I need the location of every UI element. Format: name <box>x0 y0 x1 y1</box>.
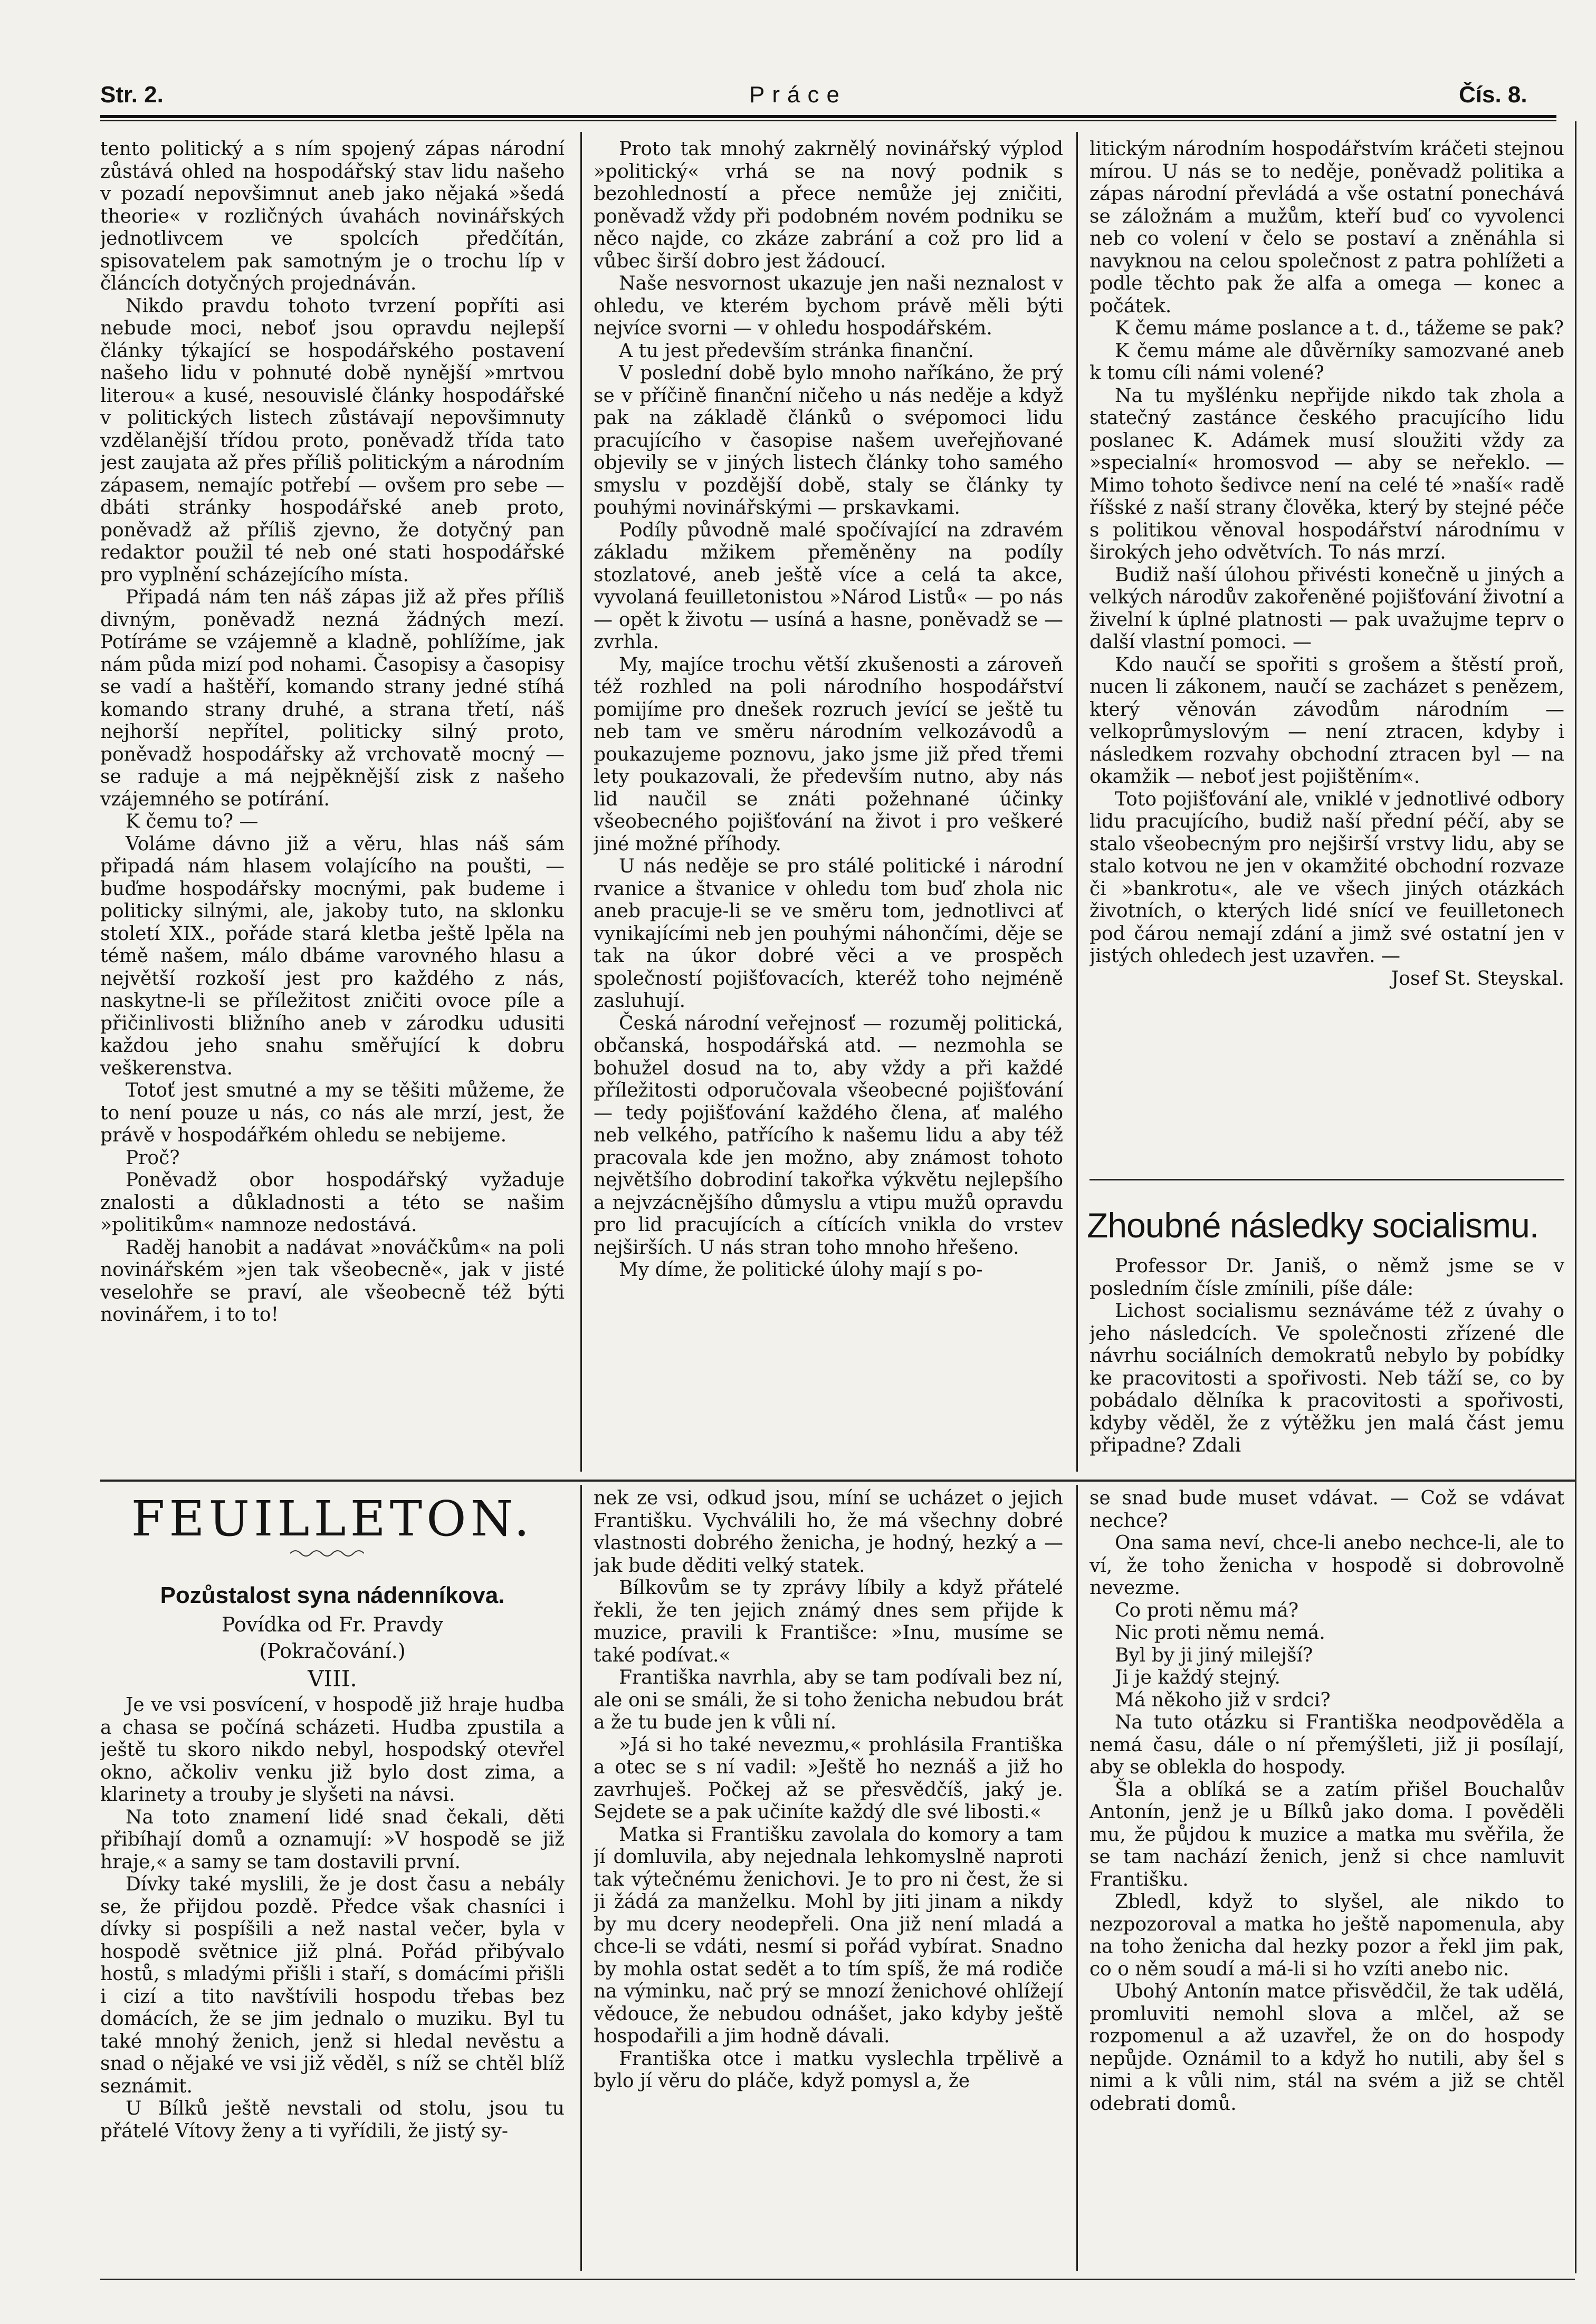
feuilleton-column-2 <box>594 1487 1063 2273</box>
story-continued: (Pokračování.) <box>259 1639 406 1663</box>
paragraph: V poslední době bylo mnoho naříkáno, že prý se v příčině finanční ničeho u nás neděje a když pak na základě článků o svépomoci lidu pracujícího v časopise našem uveřejňované objevily se v jiných listech články toho samého smyslu v pozdější době, staly se články ty pouhými novinářskými — prskavkami. <box>594 362 1063 518</box>
column-divider <box>1076 1485 1078 2271</box>
page-bottom-rule <box>100 2279 1575 2280</box>
paragraph: Na tu myšlénku nepřijde nikdo tak zhola a statečný zastánce českého pracujícího lidu poslanec K. Adámek musí sloužiti vždy za »specialní« hromosvod — aby se neřeklo. — Mimo tohoto šedivce není na celé té »naší« radě říšské z naší strany člověka, který by stejné péče s politikou věnoval hospodářství národnímu v širokých jeho odvětvích. To nás mrzí. <box>1090 385 1564 563</box>
feuilleton-column-1 <box>100 1694 565 2274</box>
feuilleton-heading: FEUILLETON. <box>131 1491 534 1547</box>
paragraph: nek ze vsi, odkud jsou, míní se ucházet o jejich Františku. Vychválili ho, že má všechny dobré vlastnosti dobrého ženicha, je hodný, hezký a — jak bude děditi velký statek. <box>594 1487 1063 1577</box>
paragraph: Připadá nám ten náš zápas již až přes příliš divným, poněvadž nezná žádných mezí. Potíráme se vzájemně a kladně, pohlížíme, jak nám půda mizí pod nohami. Časopisy a časopisy se vadí a haštěří, komando strany jedné stíhá komando strany druhé, a strana třetí, náš nejhorší nepřítel, politicky silný proto, poněvadž hospodářsky až vrchovatě mocný — se raduje a má nejpěknější zisk z našeho vzájemného se potírání. <box>100 587 565 810</box>
paragraph: Raděj hanobit a nadávat »nováčkům« na poli novinářském »jen tak všeobecně«, jak v jisté veselohře se praví, ale všeobecně též býti novinářem, i to to! <box>100 1236 565 1326</box>
paragraph: My, majíce trochu větší zkušenosti a zároveň též rozhled na poli národního hospodářství pomijíme pro dnešek rozruch jevící se ještě tu neb tam ve směru národním velkozávodů a poukazujeme poznovu, jako jsme již před třemi lety poukazovali, že především nutno, aby nás lid naučil se znáti požehnané účinky všeobecného pojišťování na život i pro veškeré jiné možné příhody. <box>594 654 1063 855</box>
paragraph: K čemu máme ale důvěrníky samozvané aneb k tomu cíli námi volené? <box>1090 340 1564 384</box>
paragraph: tento politický a s ním spojený zápas národní zůstává ohled na hospodářský stav lidu našeho v pozadí nepovšimnut aneb jako nějaká »šedá theorie« v rozličných úvahách novinářských jednotlivcem ve spolcích předčítán, spisovatelem pak samotným je o trochu líp v článcích dotyčných projednáván. <box>100 138 565 294</box>
issue-number: Čís. 8. <box>1459 82 1527 108</box>
paragraph: Česká národní veřejnosť — rozuměj politická, občanská, hospodářská atd. — nezmohla se bohužel dosud na to, aby vždy a při každé příležitosti odporučovala všeobecné pojišťování — tedy pojišťování každého člena, ať malého neb velkého, patřícího k našemu lidu a aby též pracovala kde jen možno, aby známost tohoto největšího dobrodiní takořka výkvětu nejlepšího a nejvzácnějšího důmyslu a vtipu mužů opravdu pro lid pracujících a cítících vnikla do vrstev nejširších. U nás stran toho mnoho hřešeno. <box>594 1012 1063 1259</box>
paragraph: Lichost socialismu seznáváme též z úvahy o jeho následcích. Ve společnosti zřízené dle návrhu sociálních demokratů nebylo by pobídky ke pracovitosti a spořivosti. Neb táží se, co by pobádalo dělníka k pracovitosti a spořivosti, kdyby věděl, že z výtěžku jen malá část jemu připadne? Zdali <box>1090 1300 1564 1456</box>
paragraph: Kdo naučí se spořiti s grošem a štěstí proň, nucen li zákonem, naučí se zacházet s penězem, který věnován závodům národním — velkoprůmyslovým — není ztracen, kdyby i následkem rozvahy obchodní ztracen byl — na okamžik — neboť jest pojištěním«. <box>1090 654 1564 788</box>
paragraph: Františka otce i matku vyslechla trpělivě a bylo jí věru do pláče, když pomysl a, že <box>594 2048 1063 2092</box>
paragraph: se snad bude muset vdávat. — Což se vdávat nechce? <box>1090 1487 1564 1532</box>
paragraph: Naše nesvornost ukazuje jen naši neznalost v ohledu, ve kterém bychom právě měli býti nejvíce svorni — v ohledu hospodářském. <box>594 273 1063 339</box>
paragraph: Voláme dávno již a věru, hlas náš sám připadá nám hlasem volajícího na poušti, — buďme hospodářsky mocnými, pak budeme i politicky silnými, ale, jakoby tuto, na sklonku století XIX., pořáde stará kletba ještě lpěla na témě našem, málo dbáme varovného hlasu a největší rozkoší jest pro každého z nás, naskytne-li se příležitost zničiti ovoce píle a přičinlivosti bližního aneb v zárodku udusiti každou jeho snahu směřující k dobru veškerenstva. <box>100 833 565 1079</box>
page-number: Str. 2. <box>100 82 164 108</box>
paragraph: Totoť jest smutné a my se těšiti můžeme, že to není pouze u nás, co nás ale mrzí, jest, že právě v hospodářkém ohledu se nebijeme. <box>100 1080 565 1146</box>
chapter-number: VIII. <box>308 1666 357 1692</box>
article-title: Zhoubné následky socialismu. <box>1087 1206 1539 1245</box>
paragraph: Nikdo pravdu tohoto tvrzení popříti asi nebude moci, neboť jsou opravdu nejlepší články týkající se hospodářského postavení našeho lidu v pohnuté době nynější »mrtvou literou« a kusé, nesouvislé články hospodářské v politických listech zůstávají nepovšimnuty vzdělanější třídou proto, poněvadž třída tato jest zaujata až přes příliš politickým a národním zápasem, nemajíc potřebí — ovšem pro sebe — dbáti stránky hospodářské aneb proto, poněvadž až příliš zjevno, že dotyčný pan redaktor použil té neb oné stati hospodářské pro vyplnění scházejícího místa. <box>100 295 565 586</box>
paragraph: Podíly původně malé spočívající na zdravém základu mžikem přeměněny na podíly stozlatové, aneb ještě více a celá ta akce, vyvolaná feuilletonistou »Národ Listů« — po nás — opět k životu — usíná a hasne, poněvadž se — zvrhla. <box>594 519 1063 653</box>
paragraph: Poněvadž obor hospodářský vyžaduje znalosti a důkladnosti a této se našim »politikům« namnoze nedostává. <box>100 1169 565 1236</box>
feuilleton-separator <box>100 1480 1575 1482</box>
paragraph: Zbledl, když to slyšel, ale nikdo to nezpozoroval a matka ho ještě napomenula, aby na toho ženicha dal hezky pozor a řekl jim pak, co o něm soudí a má-li si ho vzíti anebo nic. <box>1090 1891 1564 1980</box>
paragraph: U Bílků ještě nevstali od stolu, jsou tu přátelé Vítovy ženy a ti vyřídili, že jistý sy- <box>100 2098 565 2142</box>
newspaper-title: Práce <box>749 82 847 108</box>
column-divider <box>1076 132 1078 1472</box>
column-divider <box>580 132 582 1472</box>
paragraph: U nás neděje se pro stálé politické i národní rvanice a štvanice v ohledu tom buď zhola nic aneb pracuje-li se ve směru tom, jednotlivci ať vynikajícími neb jen pouhými náhončími, děje se tak na úkor dobré věci a ve prospěch společností pojišťovacích, kteréž toho nejméně zasluhují. <box>594 856 1063 1012</box>
paragraph: Ona sama neví, chce-li anebo nechce-li, ale to ví, že toho ženicha v hospodě si dobrovolně nevezme. <box>1090 1532 1564 1599</box>
paragraph: Co proti němu má? <box>1115 1599 1299 1621</box>
article-column-3 <box>1090 138 1564 1172</box>
paragraph: Má někoho již v srdci? <box>1115 1689 1331 1711</box>
paragraph: Ji je každý stejný. <box>1115 1667 1280 1688</box>
paragraph: Františka navrhla, aby se tam podívali bez ní, ale oni se smáli, že si toho ženicha nebudou brát a že tu bude jen k vůli ní. <box>594 1667 1063 1733</box>
paragraph: Proto tak mnohý zakrnělý novinářský výplod »politický« vrhá se na nový podnik s bezohledností a přece nemůže jej zničiti, poněvadž vždy při podobném novém podniku se něco najde, co zkáze zabrání a což pro lid a vůbec širší dobro jest žádoucí. <box>594 138 1063 272</box>
paragraph: Dívky také myslili, že je dost času a nebály se, že přijdou pozdě. Předce však chasníci i dívky si pospíšili a než nastal večer, byla v hospodě světnice již plná. Pořád přibývalo hostů, s mladými přišli i staří, s domácími přišli i cizí a tito navštívili hospodu třebas bez domácích, že se jim jednalo o muziku. Byl tu také mnohý ženich, jenž si hledal nevěstu a snad o nějaké ve vsi již věděl, s níž se chtěl blíž seznámit. <box>100 1874 565 2097</box>
paragraph: Matka si Františku zavolala do komory a tam jí domluvila, aby nejednala lehkomyslně naproti tak výtečnému ženichovi. Je to pro ni čest, že si ji žádá za manželku. Mohl by jiti jinam a nikdy by mu dcery neodepřeli. Ona již není mladá a chce-li se vdáti, nesmí si pořád vybírat. Snadno by mohla ostat sedět a to tím spíš, že má rodiče na výminku, nač prý se mnozí ženichové ohlížejí vědouce, že nebudou odnášet, jako kdyby ještě hospodařili a jim hodně dávali. <box>594 1823 1063 2047</box>
story-title: Pozůstalost syna nádenníkova. <box>160 1582 505 1608</box>
paragraph: Ubohý Antonín matce přisvědčil, že tak udělá, promluviti nemohl slova a mlčel, až se rozpomenul a až uzavřel, že on do hospody nepůjde. Oznámil to a když ho nutili, aby šel s nimi a k vůli nim, stál na svém a již se chtěl odebrati domů. <box>1090 1981 1564 2115</box>
story-byline: Povídka od Fr. Pravdy <box>221 1613 444 1636</box>
article-end-rule <box>1090 1179 1564 1180</box>
paragraph: »Já si ho také nevezmu,« prohlásila Františka a otec se s ní vadil: »Ještě ho neznáš a již ho zavrhuješ. Počkej až se přesvědčíš, jaký je. Sejdete se a pak učiníte každý dle své libosti.« <box>594 1734 1063 1823</box>
column-divider <box>580 1485 582 2271</box>
paragraph: Professor Dr. Janiš, o němž jsme se v posledním čísle zmínili, píše dále: <box>1090 1255 1564 1300</box>
paragraph: Na toto znamení lidé snad čekali, děti přibíhají domů a oznamují: »V hospodě se již hraje,« a samy se tam dostavili první. <box>100 1806 565 1873</box>
paragraph: Je ve vsi posvícení, v hospodě již hraje hudba a chasa se počíná scházeti. Hudba zpustila a ještě tu skoro nikdo nebyl, hospodský otevřel okno, ačkoliv venku již bylo dost zima, a klarinety a trouby je slyšeti na návsi. <box>100 1694 565 1806</box>
paragraph: Byl by ji jiný milejší? <box>1115 1644 1313 1666</box>
paragraph: Nic proti němu nemá. <box>1115 1622 1325 1644</box>
paragraph: Toto pojišťování ale, vniklé v jednotlivé odbory lidu pracujícího, budiž naší přední péčí, aby se stalo všeobecným pro nejširší vrstvy lidu, aby se stalo kotvou ne jen v okamžité obchodní rozvaze či »bankrotu«, ale ve všech jiných otázkách životních, o kterých lidé snící ve feuilletonech pod čárou nemají zdání a jimž své ostatní jen v jistých ohledech jest uzavřen. — <box>1090 788 1564 967</box>
paragraph: A tu jest především stránka finanční. <box>619 340 974 362</box>
paragraph: litickým národním hospodářstvím kráčeti stejnou mírou. U nás se to neděje, poněvadž politika a zápas národní převládá a vše ostatní ponechává se záložnám a mužům, kteří buď co vyvolenci neb co volení v čelo se postaví a zněnáhla si navyknou na celou společnost z patra pohlížeti a podle těchto pak že alfa a omega — konec a počátek. <box>1090 138 1564 317</box>
header-rule <box>100 115 1556 118</box>
paragraph: My díme, že politické úlohy mají s po- <box>619 1259 983 1281</box>
header-rule-thin <box>100 120 1556 121</box>
paragraph: K čemu máme poslance a t. d., tážeme se pak? <box>1115 318 1564 339</box>
decorative-wave <box>290 1548 364 1559</box>
feuilleton-column-3 <box>1090 1487 1564 2273</box>
page-edge-rule <box>1575 121 1576 2273</box>
article-column-2 <box>594 138 1063 1473</box>
paragraph: Bílkovům se ty zprávy líbily a když přátelé řekli, že ten jejich známý dnes sem přijde k muzice, pravili k Františce: »Inu, musíme se také podívat.« <box>594 1577 1063 1666</box>
author-signature: Josef St. Steyskal. <box>1391 967 1564 990</box>
paragraph: Budiž naší úlohou přivésti konečně u jiných a velkých národův zakořeněné pojišťování životní a živelní k úplné platnosti — pak uvažujme teprv o další vlastní pomoci. — <box>1090 564 1564 653</box>
paragraph: Šla a oblíká se a zatím přišel Bouchalův Antonín, jenž je u Bílků jako doma. I pověděli mu, že půjdou k muzice a matka mu svěřila, že se tam nachází ženich, jenž si chce namluvit Františku. <box>1090 1779 1564 1890</box>
paragraph: Proč? <box>126 1147 180 1169</box>
paragraph: Na tuto otázku si Františka neodpověděla a nemá času, dále o ní přemýšleti, již ji posílají, aby se oblekla do hospody. <box>1090 1712 1564 1778</box>
paragraph: K čemu to? — <box>126 811 259 832</box>
article-column-1 <box>100 138 565 1473</box>
article-2-body <box>1090 1255 1564 1477</box>
